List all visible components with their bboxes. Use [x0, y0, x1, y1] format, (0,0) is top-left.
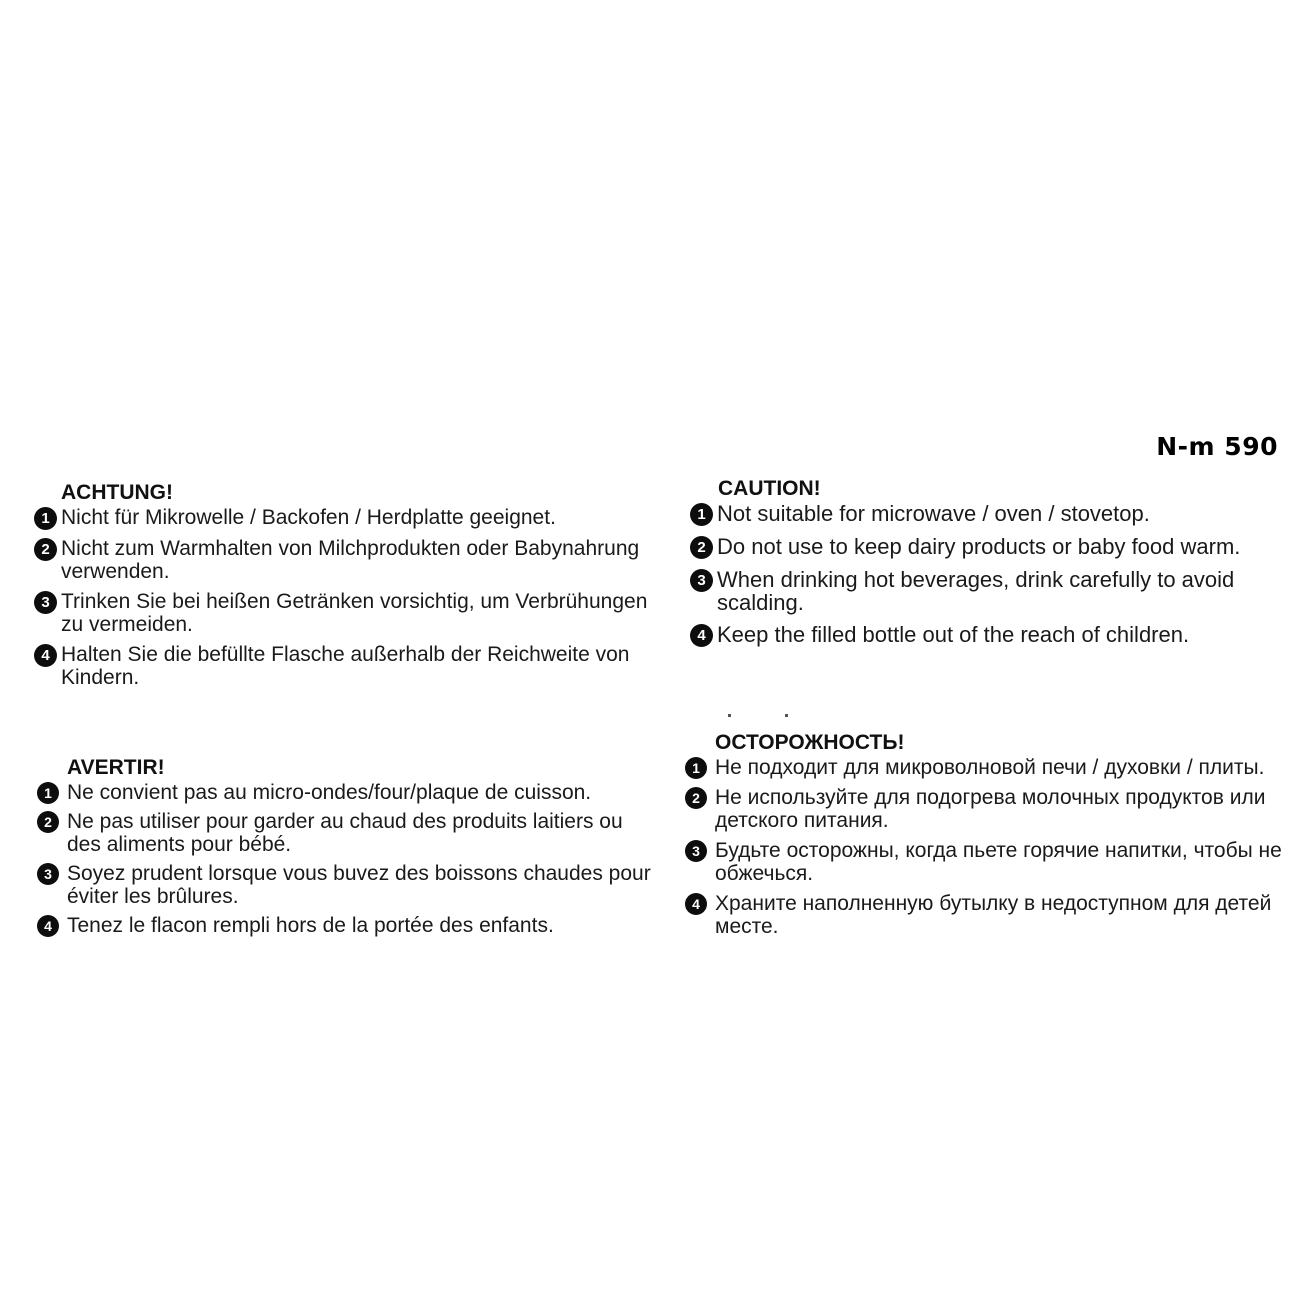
number-1-icon: 1: [37, 782, 59, 804]
warning-item: [37, 914, 657, 937]
warning-text: Не используйте для подогрева молочных продуктов или детского питания.: [715, 786, 1266, 832]
divider-marks: [728, 714, 790, 718]
warning-text: When drinking hot beverages, drink carefully to avoid scalding.: [717, 567, 1235, 615]
warning-section-french: [37, 757, 657, 943]
warning-item: [37, 862, 657, 908]
number-1-icon: 1: [685, 757, 707, 779]
warning-section-german: [34, 482, 654, 696]
number-2-icon: 2: [37, 811, 59, 833]
warning-text: Not suitable for microwave / oven / stovetop.: [717, 501, 1150, 526]
warning-item: [37, 810, 657, 856]
warning-item: [34, 506, 654, 530]
warning-text: Trinken Sie bei heißen Getränken vorsichtig, um Verbrühungen zu vermeiden.: [61, 590, 648, 636]
warning-item: [685, 786, 1295, 832]
warning-item: [34, 643, 654, 689]
warning-section-russian: [685, 732, 1295, 945]
number-4-icon: 4: [685, 893, 707, 915]
warning-text: Halten Sie die befüllte Flasche außerhalb der Reichweite von Kindern.: [61, 643, 630, 689]
number-3-icon: 3: [37, 863, 59, 885]
warning-item: [690, 535, 1298, 559]
warning-text: Храните наполненную бутылку в недоступном для детей месте.: [715, 892, 1272, 938]
section-title: CAUTION!: [718, 477, 821, 500]
number-3-icon: 3: [685, 840, 707, 862]
number-1-icon: 1: [690, 503, 713, 526]
warning-item: [690, 623, 1298, 647]
warning-section-english: [690, 478, 1298, 656]
warning-item: [685, 839, 1295, 885]
number-2-icon: 2: [685, 787, 707, 809]
warning-text: Nicht für Mikrowelle / Backofen / Herdplatte geeignet.: [61, 506, 556, 529]
warning-item: [685, 892, 1295, 938]
warning-text: Keep the filled bottle out of the reach of children.: [717, 622, 1190, 647]
number-3-icon: 3: [34, 591, 57, 614]
warning-item: [37, 781, 657, 804]
section-title: ОСТОРОЖНОСТЬ!: [715, 731, 905, 754]
warning-item: [690, 502, 1298, 526]
number-4-icon: 4: [34, 644, 57, 667]
number-4-icon: 4: [37, 915, 59, 937]
number-2-icon: 2: [34, 538, 57, 561]
warning-text: Будьте осторожны, когда пьете горячие напитки, чтобы не обжечься.: [715, 839, 1282, 885]
number-4-icon: 4: [690, 624, 713, 647]
warning-text: Tenez le flacon rempli hors de la portée des enfants.: [67, 914, 554, 937]
section-title: ACHTUNG!: [61, 481, 173, 504]
warning-text: Не подходит для микроволновой печи / духовки / плиты.: [715, 756, 1265, 779]
warning-text: Soyez prudent lorsque vous buvez des boissons chaudes pour éviter les brûlures.: [67, 862, 651, 908]
warning-text: Ne convient pas au micro-ondes/four/plaque de cuisson.: [67, 781, 592, 804]
number-1-icon: 1: [34, 507, 57, 530]
warning-text: Do not use to keep dairy products or baby food warm.: [717, 534, 1241, 559]
warning-item: [685, 756, 1295, 779]
model-code: N-m 590: [1156, 432, 1278, 461]
warning-text: Ne pas utiliser pour garder au chaud des produits laitiers ou des aliments pour bébé.: [67, 810, 623, 856]
warning-item: [34, 590, 654, 636]
warning-item: [34, 537, 654, 583]
warning-item: [690, 568, 1298, 614]
section-title: AVERTIR!: [67, 756, 165, 779]
number-2-icon: 2: [690, 536, 713, 559]
warning-text: Nicht zum Warmhalten von Milchprodukten oder Babynahrung verwenden.: [61, 537, 640, 583]
number-3-icon: 3: [690, 569, 713, 592]
